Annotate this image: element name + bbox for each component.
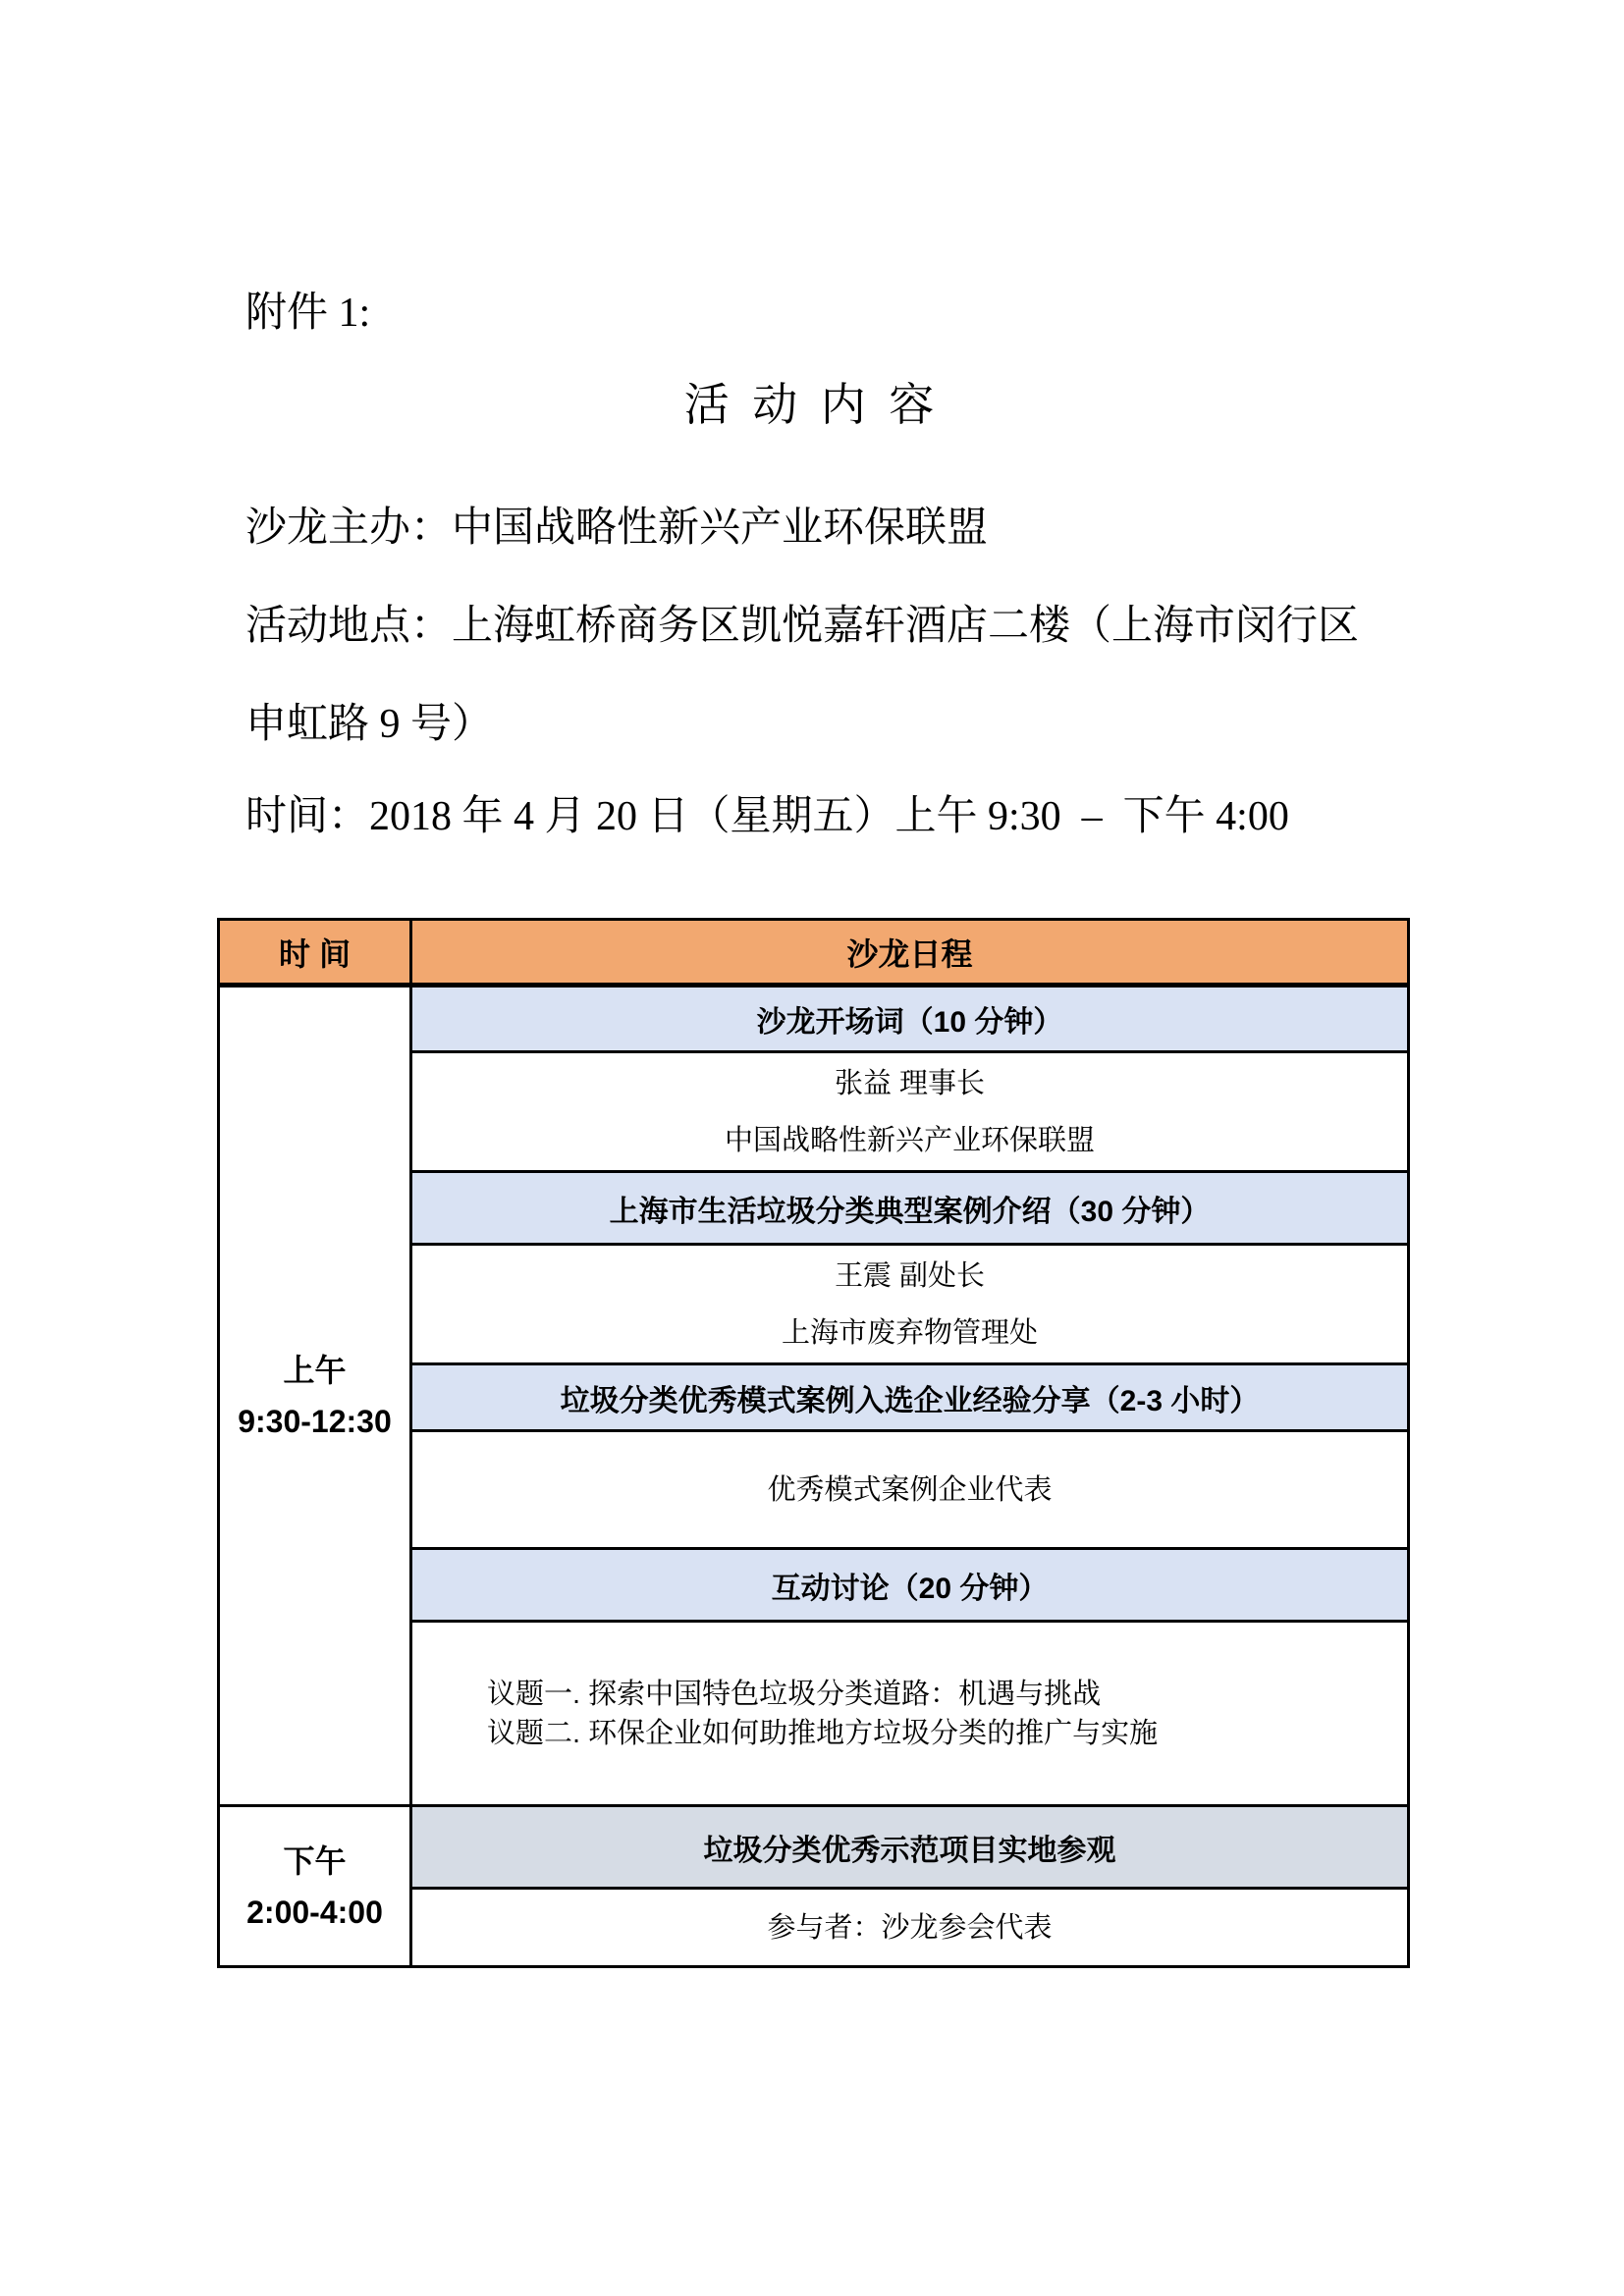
morning-period-label: 上午 xyxy=(283,1353,347,1388)
visit-participants: 参与者：沙龙参会代表 xyxy=(767,1911,1053,1944)
discussion-topics-cell xyxy=(411,1622,1409,1806)
presenter-organization: 上海市废弃物管理处 xyxy=(781,1316,1038,1349)
visit-title-cell: 垃圾分类优秀示范项目实地参观 xyxy=(411,1806,1409,1889)
afternoon-period-label: 下午 xyxy=(283,1842,347,1879)
presenter-name: 优秀模式案例企业代表 xyxy=(767,1473,1053,1506)
afternoon-time-cell xyxy=(219,1806,411,1967)
time-line: 时间：2018 年 4 月 20 日（星期五）上午 9:30 – 下午 4:00 xyxy=(245,794,1289,839)
presenter-cell-opening xyxy=(411,1052,1409,1172)
agenda-row xyxy=(219,986,1409,1052)
agenda-column-header: 沙龙日程 xyxy=(411,920,1409,986)
morning-time-range: 9:30-12:30 xyxy=(238,1404,392,1439)
presenter-cell-visit xyxy=(411,1889,1409,1967)
venue-line-2: 申虹路 9 号） xyxy=(245,702,494,747)
session-title-cell-experience-sharing: 垃圾分类优秀模式案例入选企业经验分享（2-3 小时） xyxy=(411,1364,1409,1431)
page-title: 活 动 内 容 xyxy=(683,380,941,430)
presenter-name: 王震 副处长 xyxy=(834,1259,986,1292)
morning-time-cell xyxy=(219,986,411,1806)
afternoon-time-range: 2:00-4:00 xyxy=(246,1894,383,1930)
venue-line-1: 活动地点：上海虹桥商务区凯悦嘉轩酒店二楼（上海市闵行区 xyxy=(245,604,1360,649)
agenda-table xyxy=(217,918,1410,1968)
presenter-organization: 中国战略性新兴产业环保联盟 xyxy=(724,1124,1095,1156)
attachment-label: 附件 1: xyxy=(245,291,371,336)
session-title-cell-discussion: 互动讨论（20 分钟） xyxy=(411,1549,1409,1622)
organizer-line: 沙龙主办：中国战略性新兴产业环保联盟 xyxy=(245,506,989,551)
discussion-topic-1: 议题一. 探索中国特色垃圾分类道路：机遇与挑战 xyxy=(487,1678,1102,1710)
session-title-cell-case-intro: 上海市生活垃圾分类典型案例介绍（30 分钟） xyxy=(411,1172,1409,1245)
presenter-cell-case-intro xyxy=(411,1245,1409,1364)
discussion-topics-list xyxy=(412,1675,1407,1753)
presenter-name: 张益 理事长 xyxy=(834,1067,986,1099)
agenda-row xyxy=(219,1806,1409,1889)
table-header-row xyxy=(219,920,1409,986)
session-title-cell-opening: 沙龙开场词（10 分钟） xyxy=(411,986,1409,1052)
time-column-header: 时 间 xyxy=(219,920,411,986)
discussion-topic-2: 议题二. 环保企业如何助推地方垃圾分类的推广与实施 xyxy=(487,1717,1159,1749)
presenter-cell-experience-sharing xyxy=(411,1431,1409,1549)
